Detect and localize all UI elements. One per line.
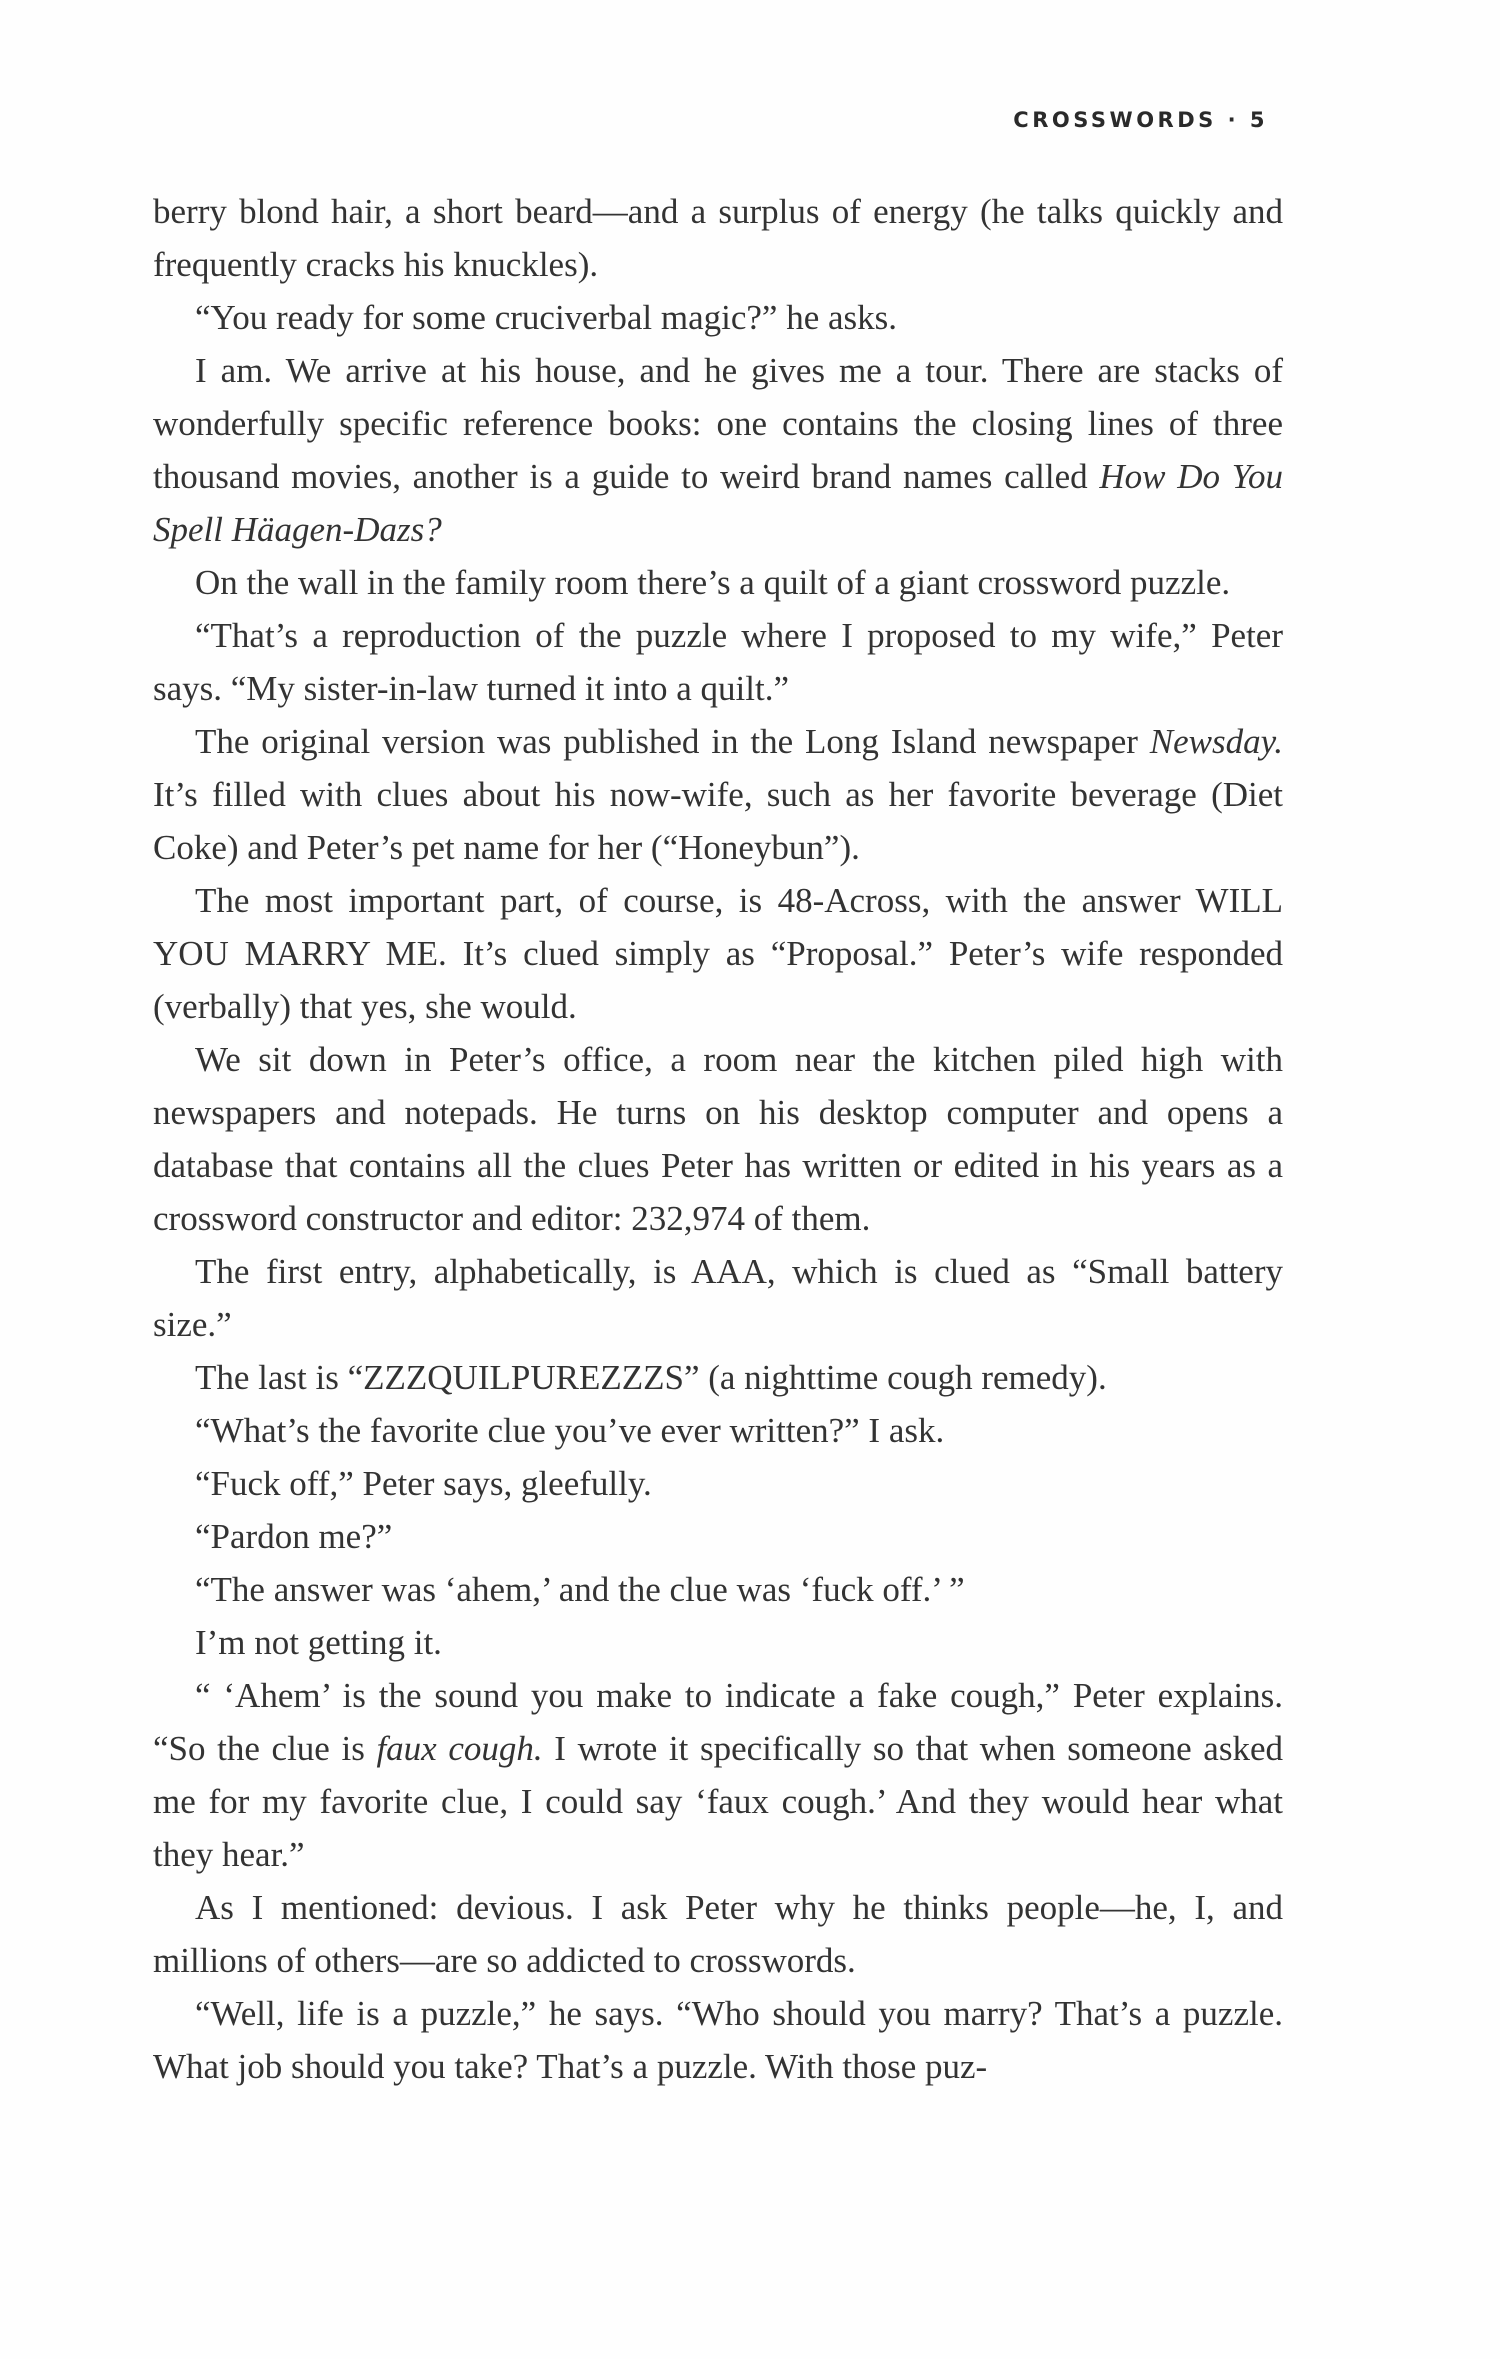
paragraph [153,556,1283,609]
text-run: We sit down in Peter’s office, a room near the kitchen piled high with newspapers and notepads. He turns on his desktop computer and opens a database that contains all the clues Peter has written or edited in his years as a crossword constructor and editor: 232,974 of them. [153,1040,1283,1238]
paragraph [153,291,1283,344]
paragraph [153,344,1283,556]
running-head: CROSSWORDS · 5 [1013,108,1268,132]
text-run: berry blond hair, a short beard—and a surplus of energy (he talks quickly and frequently cracks his knuckles). [153,192,1283,284]
text-run: “What’s the favorite clue you’ve ever written?” I ask. [195,1411,945,1450]
text-run: It’s filled with clues about his now-wife, such as her favorite beverage (Diet Coke) and Peter’s pet name for her (“Honeybun”). [153,775,1283,867]
text-run: “Pardon me?” [195,1517,393,1556]
text-run: I’m not getting it. [195,1623,442,1662]
body-text [153,185,1283,2093]
italic-text: faux cough. [376,1729,543,1768]
italic-text: Newsday. [1149,722,1283,761]
text-run: “Fuck off,” Peter says, gleefully. [195,1464,652,1503]
text-run: “ ‘Ahem’ is the sound you make to indicate a fake cough,” Peter explains. “So the clue is [153,1676,1283,1768]
italic-text: How Do You Spell Häagen-Dazs? [153,457,1283,549]
text-run: The last is “ZZZQUILPUREZZZS” (a nighttime cough remedy). [195,1358,1107,1397]
paragraph [153,874,1283,1033]
paragraph [153,1351,1283,1404]
paragraph [153,715,1283,874]
paragraph [153,1510,1283,1563]
paragraph [153,1033,1283,1245]
paragraph [153,1881,1283,1987]
paragraph [153,609,1283,715]
text-run: The original version was published in the Long Island newspaper [195,722,1150,761]
text-run: I wrote it specifically so that when someone asked me for my favorite clue, I could say ‘faux cough.’ And they would hear what they hear.” [153,1729,1283,1874]
paragraph [153,1616,1283,1669]
paragraph [153,1457,1283,1510]
paragraph [153,1245,1283,1351]
text-run: I am. We arrive at his house, and he gives me a tour. There are stacks of wonderfully specific reference books: one contains the closing lines of three thousand movies, another is a guide to weird brand names called [153,351,1283,496]
text-run: “The answer was ‘ahem,’ and the clue was ‘fuck off.’ ” [195,1570,965,1609]
text-run: As I mentioned: devious. I ask Peter why he thinks people—he, I, and millions of others—are so addicted to crosswords. [153,1888,1283,1980]
text-run: “You ready for some cruciverbal magic?” he asks. [195,298,898,337]
paragraph [153,185,1283,291]
paragraph [153,1404,1283,1457]
text-run: “Well, life is a puzzle,” he says. “Who should you marry? That’s a puzzle. What job should you take? That’s a puzzle. With those puz- [153,1994,1283,2086]
paragraph [153,1669,1283,1881]
text-run: “That’s a reproduction of the puzzle where I proposed to my wife,” Peter says. “My sister-in-law turned it into a quilt.” [153,616,1283,708]
paragraph [153,1987,1283,2093]
text-run: The first entry, alphabetically, is AAA, which is clued as “Small battery size.” [153,1252,1283,1344]
text-run: The most important part, of course, is 48-Across, with the answer WILL YOU MARRY ME. It’s clued simply as “Proposal.” Peter’s wife responded (verbally) that yes, she would. [153,881,1283,1026]
paragraph [153,1563,1283,1616]
text-run: On the wall in the family room there’s a quilt of a giant crossword puzzle. [195,563,1231,602]
